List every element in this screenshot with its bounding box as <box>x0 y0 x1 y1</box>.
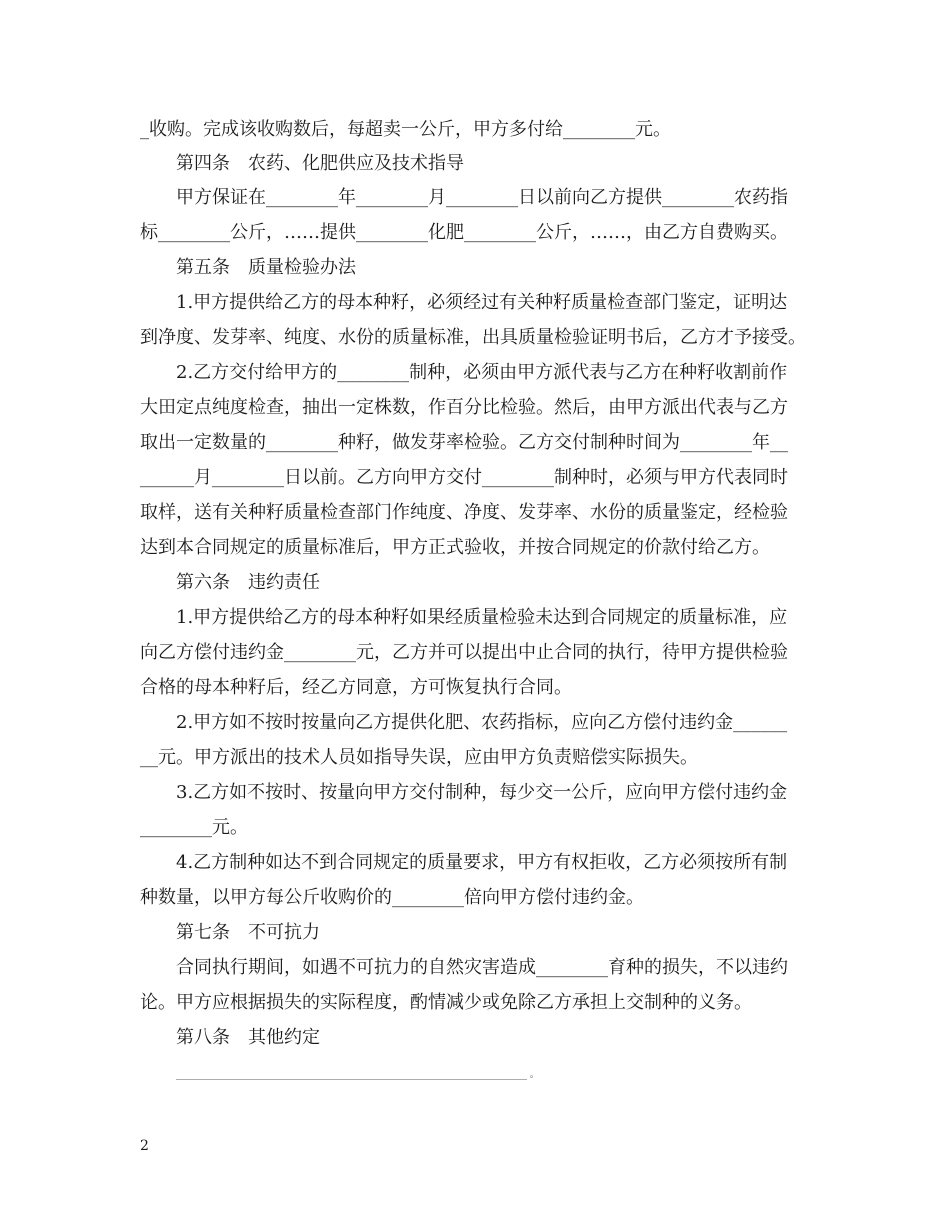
contract-line: 大田定点纯度检查，抽出一定株数，作百分比检验。然后，由甲方派出代表与乙方 <box>140 397 788 418</box>
contract-line: __元。甲方派出的技术人员如指导失误，应由甲方负责赔偿实际损失。 <box>140 747 698 768</box>
contract-line: 到净度、发芽率、纯度、水份的质量标准，出具质量检验证明书后，乙方才予接受。 <box>140 327 806 348</box>
contract-line: 合同执行期间，如遇不可抗力的自然灾害造成________育种的损失，不以违约 <box>176 957 788 978</box>
contract-line: 取出一定数量的________种籽，做发芽率检验。乙方交付制种时间为________年__ <box>140 432 788 453</box>
contract-line: ________元。 <box>140 817 248 838</box>
page-number: 2 <box>140 1138 149 1154</box>
contract-line: 2.甲方如不按时按量向乙方提供化肥、农药指标，应向乙方偿付违约金______ <box>176 712 788 733</box>
contract-line: 合格的母本种籽后，经乙方同意，方可恢复执行合同。 <box>140 677 572 698</box>
contract-line: 标________公斤，……提供________化肥________公斤，……，由乙方自费购买。 <box>140 222 788 243</box>
contract-line: 1.甲方提供给乙方的母本种籽如果经质量检验未达到合同规定的质量标准，应 <box>176 607 788 628</box>
article-heading: 第八条 其他约定 <box>176 1027 320 1048</box>
contract-line: 论。甲方应根据损失的实际程度，酌情减少或免除乙方承担上交制种的义务。 <box>140 992 752 1013</box>
contract-line: _收购。完成该收购数后，每超卖一公斤，甲方多付给________元。 <box>140 119 671 140</box>
article-heading: 第五条 质量检验办法 <box>176 257 356 278</box>
contract-line: 达到本合同规定的质量标准后，甲方正式验收，并按合同规定的价款付给乙方。 <box>140 537 770 558</box>
contract-line: 取样，送有关种籽质量检查部门作纯度、净度、发芽率、水份的质量鉴定，经检验 <box>140 502 788 523</box>
contract-line: 种数量，以甲方每公斤收购价的________倍向甲方偿付违约金。 <box>140 887 644 908</box>
contract-line: 3.乙方如不按时、按量向甲方交付制种，每少交一公斤，应向甲方偿付违约金 <box>176 782 788 803</box>
blank-fill-line: ______________________________________________________________________________ 。 <box>176 1070 539 1080</box>
contract-line: 甲方保证在________年________月________日以前向乙方提供________农药指 <box>176 187 788 208</box>
article-heading: 第六条 违约责任 <box>176 572 320 593</box>
contract-line: 2.乙方交付给甲方的________制种，必须由甲方派代表与乙方在种籽收割前作 <box>176 362 788 383</box>
article-heading: 第四条 农药、化肥供应及技术指导 <box>176 153 464 174</box>
contract-line: 1.甲方提供给乙方的母本种籽，必须经过有关种籽质量检查部门鉴定，证明达 <box>176 292 788 313</box>
article-heading: 第七条 不可抗力 <box>176 922 320 943</box>
contract-line: ______月________日以前。乙方向甲方交付________制种时，必须与甲方代表同时 <box>140 467 788 488</box>
contract-line: 向乙方偿付违约金________元，乙方并可以提出中止合同的执行，待甲方提供检验 <box>140 642 788 663</box>
contract-line: 4.乙方制种如达不到合同规定的质量要求，甲方有权拒收，乙方必须按所有制 <box>176 852 788 873</box>
